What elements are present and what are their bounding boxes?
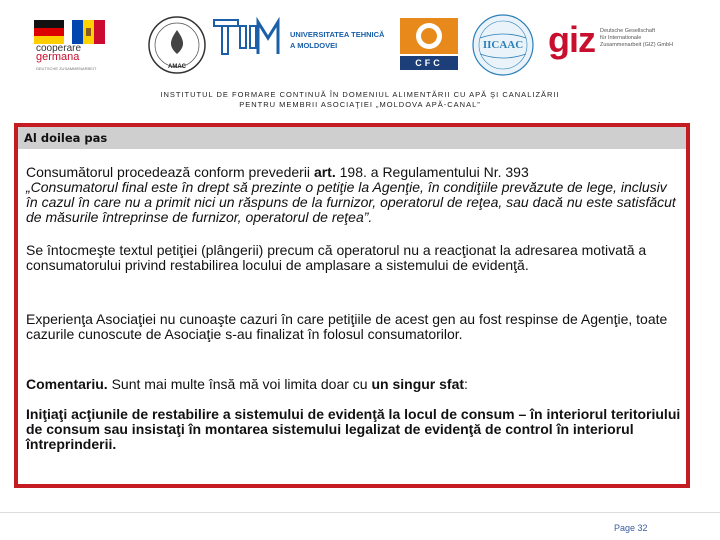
p1-text-c: 198. a Regulamentului Nr. 393 [335, 164, 529, 180]
cfc-logo [394, 14, 464, 74]
zusammenarbeit-text: DEUTSCHE ZUSAMMENARBEIT [36, 66, 97, 71]
p1-text-a: Consumătorul procedează conform prevederii [26, 164, 314, 180]
institute-title [0, 90, 720, 110]
cooperare-germana-logo [34, 14, 132, 76]
germana-text: germana [36, 51, 80, 63]
step-title: Al doilea pas [24, 131, 108, 145]
content-frame [14, 123, 690, 488]
utm-line1: UNIVERSITATEA TEHNICĂ [290, 30, 385, 39]
paragraph-comment [26, 377, 681, 392]
p1-article: art. [313, 164, 336, 180]
amac-label: AMAC [168, 64, 186, 70]
comment-label: Comentariu. [26, 376, 108, 392]
comment-text: Sunt mai multe însă mă voi limita doar cu [107, 376, 372, 392]
paragraph-petition: Se întocmeşte textul petiţiei (plângerii) precum că operatorul nu a reacţionat la adresarea motivată a consumatorului privind restabilirea locului de amplasare a sistemului de evidenţă. [26, 242, 647, 273]
giz-logo [548, 20, 688, 70]
amac-logo [146, 14, 208, 76]
giz-line3: Zusammenarbeit (GIZ) GmbH [600, 42, 674, 48]
footer-divider [0, 512, 720, 513]
paragraph-experience: Experienţa Asociaţiei nu cunoaşte cazuri în care petiţiile de acest gen au fost respinse de Agenţie, toate cazurile cunoscute de Asociaţie s-au finalizat în folosul consumatorilor. [26, 311, 668, 342]
utm-line2: A MOLDOVEI [290, 41, 338, 50]
institute-line2: PENTRU MEMBRII ASOCIAŢIEI „MOLDOVA APĂ-CANAL” [239, 100, 481, 109]
cfc-label: CFC [415, 58, 443, 68]
comment-colon: : [464, 376, 468, 392]
iicaac-logo [468, 12, 538, 78]
page-number: Page 32 [614, 523, 648, 533]
regulation-quote: „Consumatorul final este în drept să prezinte o petiţie la Agenţie, în condiţiile prevăzute de lege, inclusiv în cazul în care nu a primit nici un răspuns de la furnizor, operatorul de reţea, sau dacă nu este satisfăcut de măsurile întreprinse de furnizor, operatorul de reţea”. [26, 179, 676, 225]
giz-wordmark: giz [548, 19, 595, 60]
iicaac-label: IICAAC [482, 39, 524, 51]
utm-mark-icon [212, 16, 288, 60]
comment-advice: un singur sfat [371, 376, 465, 392]
utm-logo [212, 16, 392, 66]
logo-bar [0, 0, 720, 88]
paragraph-regulation [26, 165, 681, 225]
paragraph-advice: Iniţiaţi acţiunile de restabilire a sistemului de evidenţă la locul de consum – în interiorul teritoriului de consum sau insistaţi în montarea sistemului legalizat de evidenţă de control în interiorul întreprinderii. [26, 406, 681, 452]
giz-line2: für Internationale [600, 35, 642, 41]
cooperare-text: cooperare [36, 43, 82, 54]
frame-header [18, 127, 686, 149]
institute-line1: INSTITUTUL DE FORMARE CONTINUĂ ÎN DOMENIUL ALIMENTĂRII CU APĂ ŞI CANALIZĂRII [160, 90, 560, 99]
giz-line1: Deutsche Gesellschaft [600, 28, 656, 34]
